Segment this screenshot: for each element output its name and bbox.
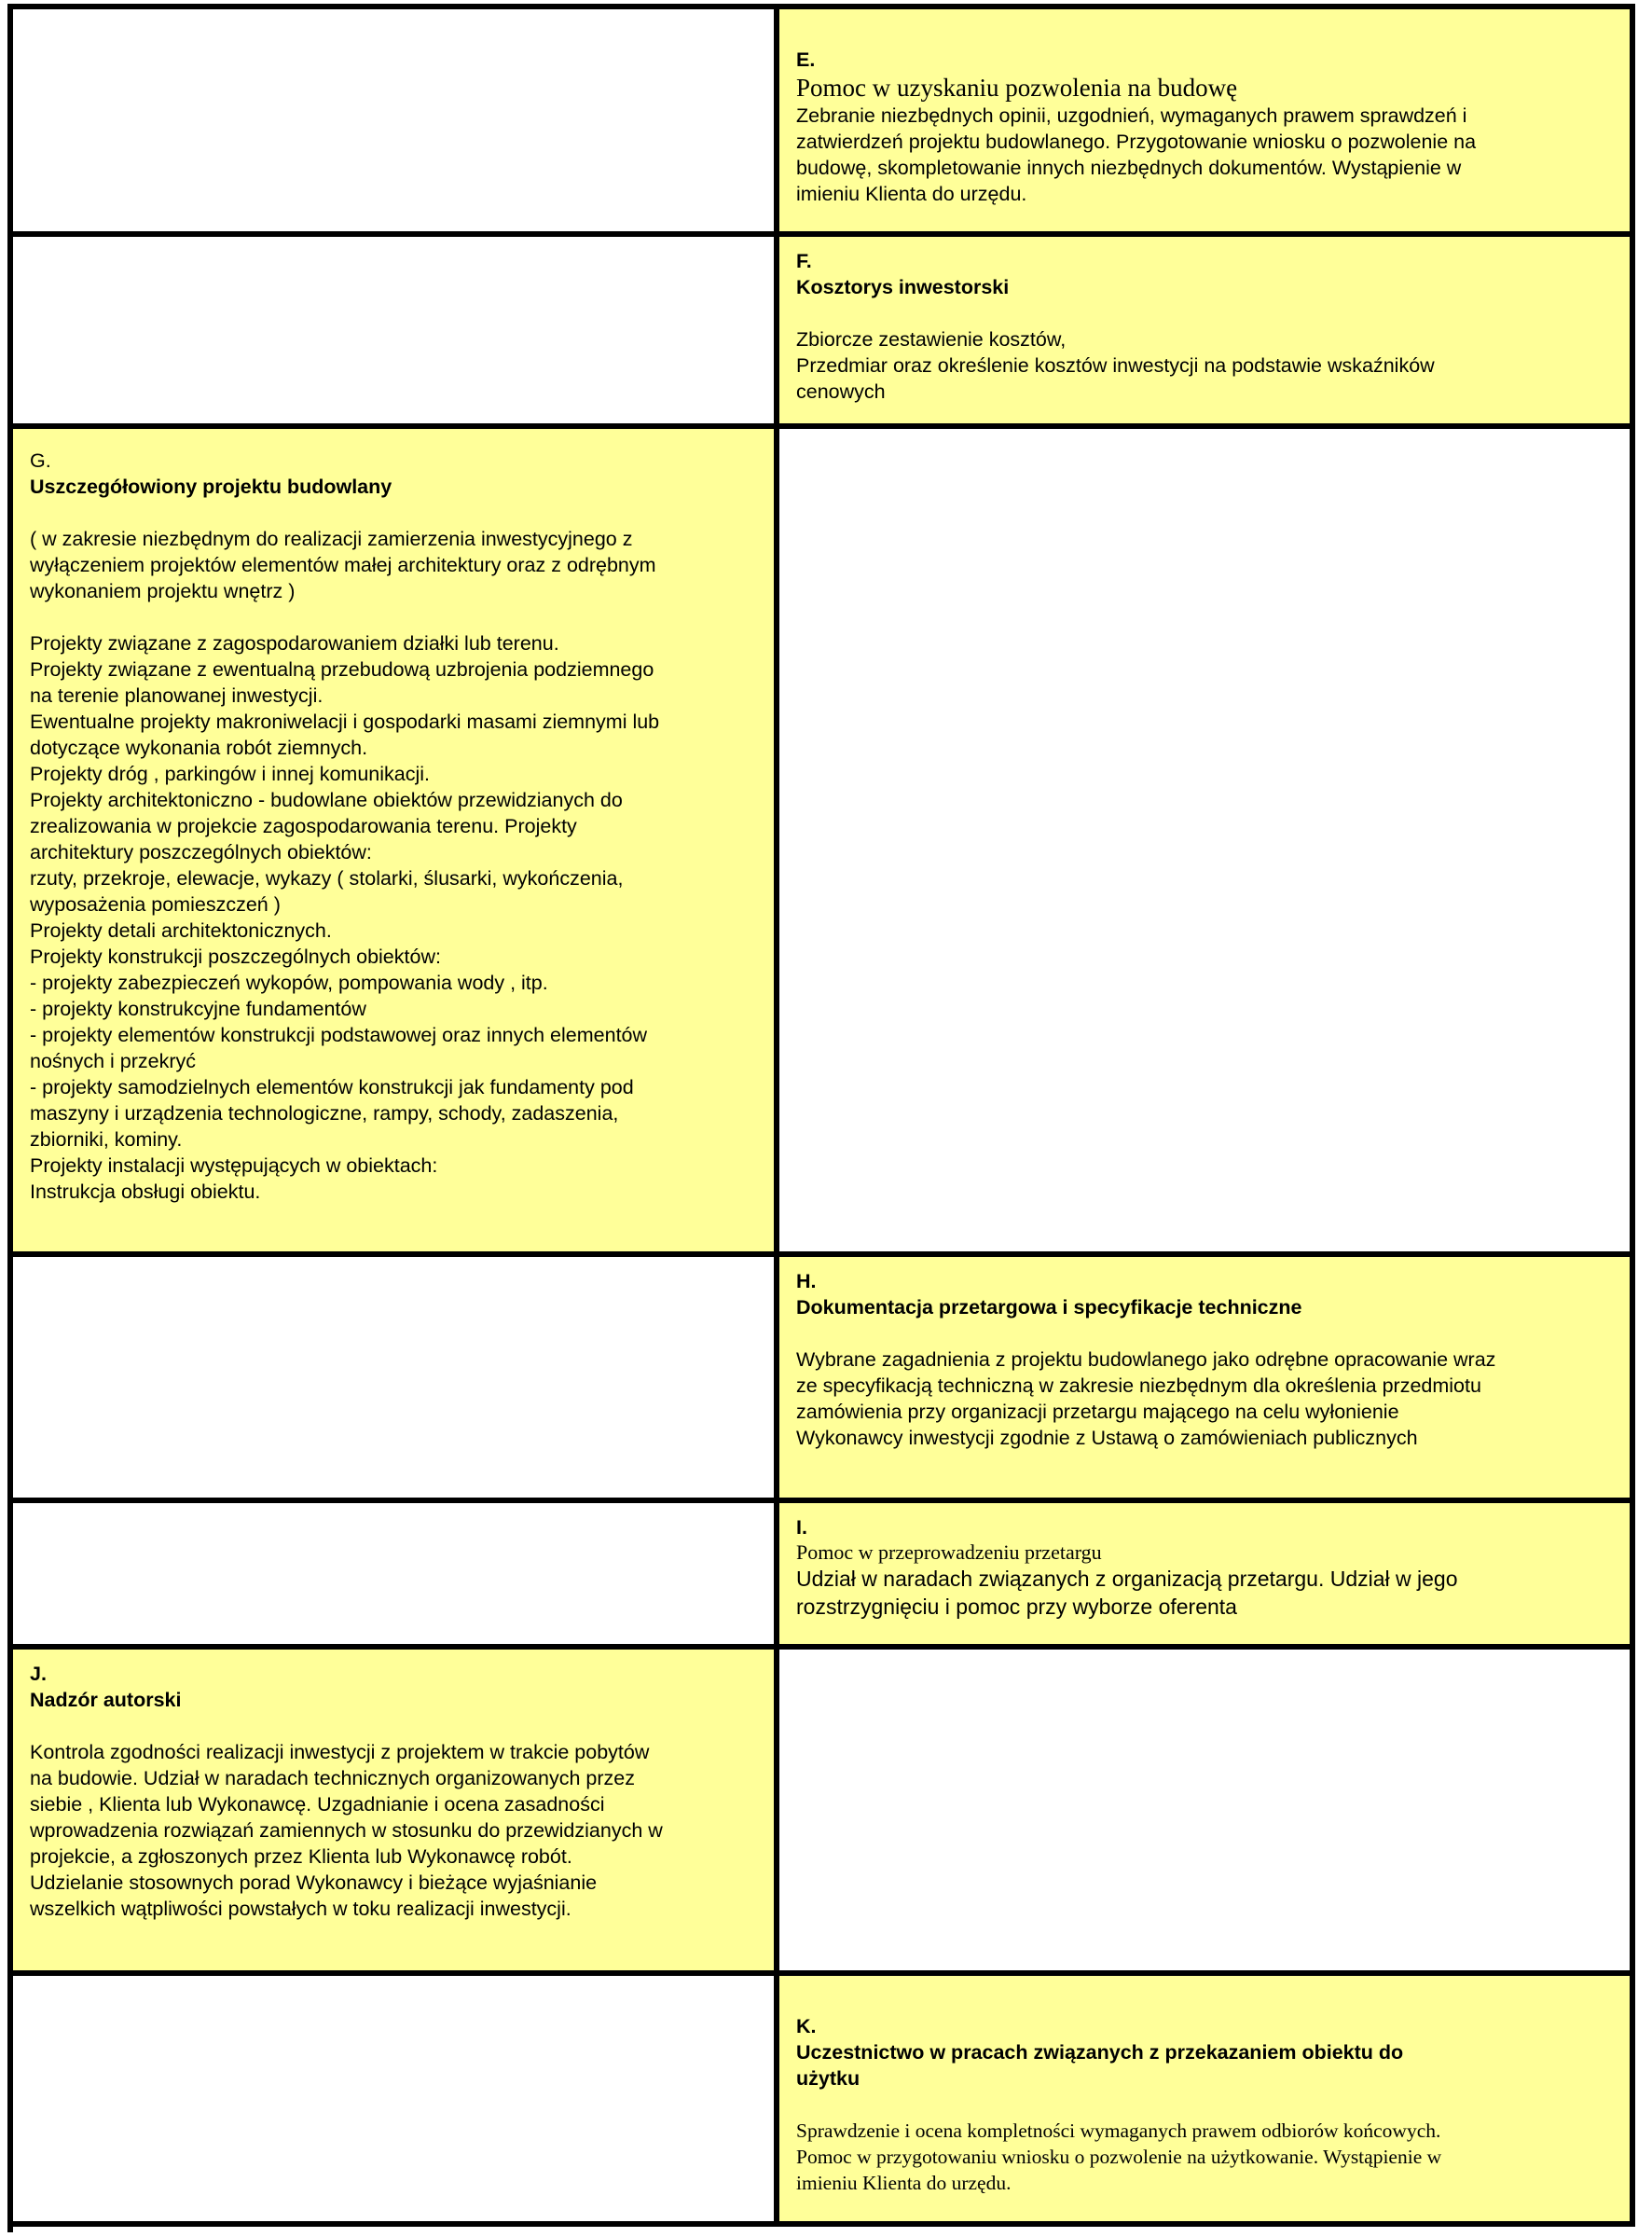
empty-cell (13, 1257, 779, 1498)
empty-cell (13, 237, 779, 423)
section-letter: I. (796, 1516, 807, 1539)
section-letter: J. (30, 1663, 47, 1685)
row-g (13, 429, 1635, 1257)
body-line: Projekty detali architektonicznych. (30, 919, 332, 942)
body-line: zatwierdzeń projektu budowlanego. Przygotowanie wniosku o pozwolenie na (796, 131, 1477, 153)
empty-cell (13, 1976, 779, 2221)
body-line: na terenie planowanej inwestycji. (30, 684, 324, 707)
body-line: Projekty konstrukcji poszczególnych obiektów: (30, 946, 441, 968)
body-line: rzuty, przekroje, elewacje, wykazy ( stolarki, ślusarki, wykończenia, (30, 867, 624, 890)
body-line: Projekty architektoniczno - budowlane obiektów przewidzianych do (30, 789, 623, 811)
body-line: Ewentualne projekty makroniwelacji i gospodarki masami ziemnymi lub (30, 711, 660, 733)
section-title: Pomoc w przeprowadzeniu przetargu (796, 1540, 1102, 1564)
section-title: Nadzór autorski (30, 1689, 182, 1711)
row-f (13, 237, 1635, 429)
body-line: - projekty samodzielnych elementów konstrukcji jak fundamenty pod (30, 1076, 634, 1098)
body-line: Projekty związane z zagospodarowaniem działki lub terenu. (30, 632, 559, 655)
row-k (13, 1976, 1635, 2227)
services-table (7, 4, 1635, 2232)
body-line: wprowadzenia rozwiązań zamiennych w stosunku do przewidzianych w (30, 1819, 663, 1842)
section-letter: H. (796, 1270, 817, 1292)
body-line: na budowie. Udział w naradach technicznych organizowanych przez (30, 1767, 635, 1789)
section-letter: E. (796, 48, 816, 71)
empty-cell (13, 1503, 779, 1644)
section-f (779, 237, 1635, 423)
section-e (779, 9, 1635, 231)
body-line: wszelkich wątpliwości powstałych w toku realizacji inwestycji. (30, 1898, 571, 1920)
body-line: imieniu Klienta do urzędu. (796, 183, 1027, 205)
section-j (13, 1650, 779, 1970)
body-line: - projekty konstrukcyjne fundamentów (30, 998, 366, 1020)
body-line: Pomoc w przygotowaniu wniosku o pozwolenie na użytkowanie. Wystąpienie w (796, 2146, 1442, 2168)
body-line: imieniu Klienta do urzędu. (796, 2172, 1012, 2194)
body-line: Zbiorcze zestawienie kosztów, (796, 328, 1067, 351)
body-line: Udzielanie stosownych porad Wykonawcy i bieżące wyjaśnianie (30, 1871, 598, 1894)
body-line: cenowych (796, 380, 886, 403)
section-g (13, 429, 779, 1251)
body-line: Kontrola zgodności realizacji inwestycji z projektem w trakcie pobytów (30, 1741, 650, 1763)
body-line: ze specyfikacją techniczną w zakresie niezbędnym dla określenia przedmiotu (796, 1374, 1481, 1397)
section-letter: G. (30, 449, 51, 472)
body-line: - projekty zabezpieczeń wykopów, pompowania wody , itp. (30, 972, 548, 994)
section-letter: F. (796, 250, 812, 272)
section-title: Uszczegółowiony projektu budowlany (30, 476, 392, 498)
body-line: Udział w naradach związanych z organizacją przetargu. Udział w jego (796, 1567, 1458, 1591)
body-line: rozstrzygnięciu i pomoc przy wyborze oferenta (796, 1595, 1237, 1619)
body-line: wyposażenia pomieszczeń ) (30, 893, 281, 916)
section-title: Pomoc w uzyskaniu pozwolenia na budowę (796, 74, 1238, 102)
body-line: Wybrane zagadnienia z projektu budowlanego jako odrębne opracowanie wraz (796, 1348, 1496, 1371)
row-j (13, 1650, 1635, 1976)
intro-line: wyłączeniem projektów elementów małej architektury oraz z odrębnym (30, 554, 656, 576)
body-line: Projekty związane z ewentualną przebudową uzbrojenia podziemnego (30, 658, 654, 681)
section-title: użytku (796, 2067, 860, 2090)
section-k (779, 1976, 1635, 2221)
body-line: zrealizowania w projekcie zagospodarowania terenu. Projekty (30, 815, 577, 837)
body-line: Sprawdzenie i ocena kompletności wymaganych prawem odbiorów końcowych. (796, 2120, 1441, 2142)
body-line: architektury poszczególnych obiektów: (30, 841, 372, 863)
row-i (13, 1503, 1635, 1650)
section-i (779, 1503, 1635, 1644)
body-line: Projekty dróg , parkingów i innej komunikacji. (30, 763, 431, 785)
body-line: Wykonawcy inwestycji zgodnie z Ustawą o zamówieniach publicznych (796, 1427, 1418, 1449)
body-line: projekcie, a zgłoszonych przez Klienta lub Wykonawcę robót. (30, 1845, 572, 1868)
section-letter: K. (796, 2015, 817, 2037)
body-line: budowę, skompletowanie innych niezbędnych dokumentów. Wystąpienie w (796, 157, 1462, 179)
body-line: nośnych i przekryć (30, 1050, 197, 1072)
section-title: Uczestnictwo w pracach związanych z przekazaniem obiektu do (796, 2041, 1404, 2064)
row-h (13, 1257, 1635, 1503)
body-line: Zebranie niezbędnych opinii, uzgodnień, wymaganych prawem sprawdzeń i (796, 104, 1467, 127)
body-line: - projekty elementów konstrukcji podstawowej oraz innych elementów (30, 1024, 648, 1046)
body-line: Instrukcja obsługi obiektu. (30, 1181, 261, 1203)
empty-cell (779, 1650, 1635, 1970)
body-line: maszyny i urządzenia technologiczne, rampy, schody, zadaszenia, (30, 1102, 619, 1125)
body-line: Projekty instalacji występujących w obiektach: (30, 1154, 438, 1177)
empty-cell (13, 9, 779, 231)
body-line: zamówienia przy organizacji przetargu mającego na celu wyłonienie (796, 1401, 1399, 1423)
row-e (13, 9, 1635, 237)
section-h (779, 1257, 1635, 1498)
intro-line: wykonaniem projektu wnętrz ) (30, 580, 296, 602)
body-line: dotyczące wykonania robót ziemnych. (30, 737, 368, 759)
section-title: Kosztorys inwestorski (796, 276, 1010, 298)
section-title: Dokumentacja przetargowa i specyfikacje techniczne (796, 1296, 1302, 1319)
empty-cell (779, 429, 1635, 1251)
intro-line: ( w zakresie niezbędnym do realizacji zamierzenia inwestycyjnego z (30, 528, 633, 550)
body-line: zbiorniki, kominy. (30, 1128, 183, 1151)
body-line: Przedmiar oraz określenie kosztów inwestycji na podstawie wskaźników (796, 354, 1435, 377)
body-line: siebie , Klienta lub Wykonawcę. Uzgadnianie i ocena zasadności (30, 1793, 605, 1816)
